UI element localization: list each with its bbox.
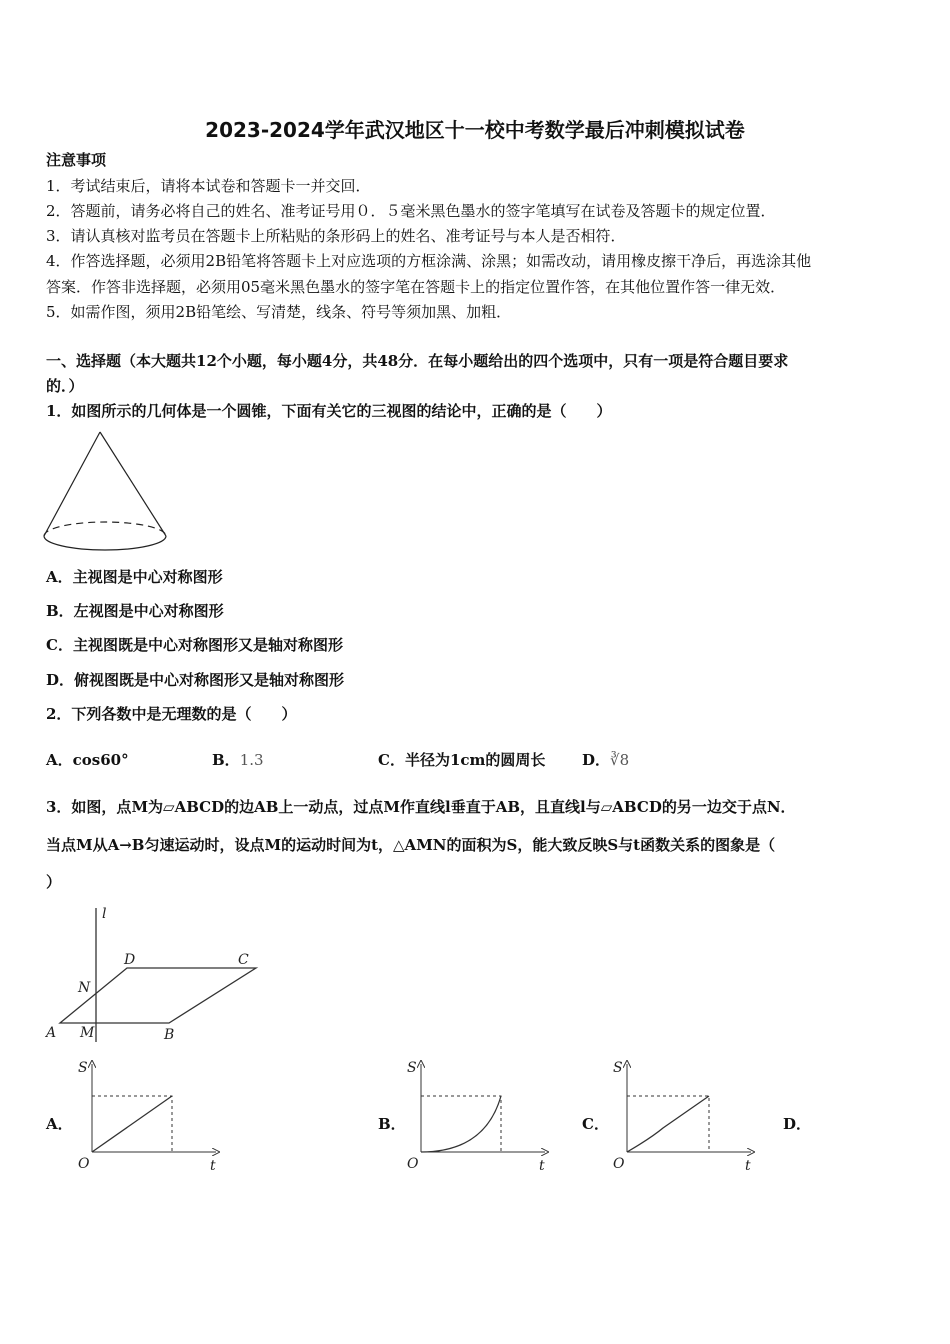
axis-t: t xyxy=(745,1158,751,1174)
origin: O xyxy=(407,1156,419,1172)
label-d: D xyxy=(124,952,136,968)
notice-item: 答案．作答非选择题，必须用05毫米黑色墨水的签字笔在答题卡上的指定位置作答，在其他位置作答一律无效． xyxy=(46,278,786,296)
option-label: A． xyxy=(46,751,73,769)
notice-item: 3．请认真核对监考员在答题卡上所粘贴的条形码上的姓名、准考证号与本人是否相符． xyxy=(46,227,626,245)
axis-t: t xyxy=(539,1158,545,1174)
label-n: N xyxy=(78,980,91,996)
label-c: C xyxy=(238,952,249,968)
section-heading-cont: 的．） xyxy=(46,377,84,395)
label-a: A xyxy=(46,1025,57,1041)
label-b: B xyxy=(164,1027,175,1043)
q2-option-a xyxy=(46,750,129,770)
q3-option-c: C． xyxy=(582,1115,609,1133)
option-value: ∛8 xyxy=(610,751,630,769)
graph-a xyxy=(76,1058,226,1176)
origin: O xyxy=(613,1156,625,1172)
cone-figure xyxy=(40,428,170,556)
q3-stem-cont: 当点M从A→B匀速运动时，设点M的运动时间为t，△AMN的面积为S，能大致反映S与t函数关系的图象是（ xyxy=(46,836,776,854)
q3-stem: 3．如图，点M为▱ABCD的边AB上一动点，过点M作直线l垂直于AB，且直线l与▱ABCD的另一边交于点N． xyxy=(46,798,796,816)
label-l: l xyxy=(102,906,107,922)
notice-item: 5．如需作图，须用2B铅笔绘、写清楚，线条、符号等须加黑、加粗． xyxy=(46,303,512,321)
origin: O xyxy=(78,1156,90,1172)
parallelogram-figure xyxy=(44,902,264,1047)
q2-stem: 2．下列各数中是无理数的是（ ） xyxy=(46,705,297,723)
axis-t: t xyxy=(210,1158,216,1174)
notice-item: 1．考试结束后，请将本试卷和答题卡一并交回． xyxy=(46,177,371,195)
axis-s: S xyxy=(613,1060,623,1076)
option-label: B． xyxy=(212,751,240,769)
axis-s: S xyxy=(78,1060,88,1076)
notice-item: 2．答题前，请务必将自己的姓名、准考证号用０．５毫米黑色墨水的签字笔填写在试卷及答题卡的规定位置． xyxy=(46,202,776,220)
q1-option-d: D．俯视图既是中心对称图形又是轴对称图形 xyxy=(46,671,345,689)
q3-option-b: B． xyxy=(378,1115,406,1133)
graph-b xyxy=(405,1058,555,1176)
label-m: M xyxy=(80,1025,95,1041)
option-label: C． xyxy=(378,751,405,769)
option-value: cos60° xyxy=(72,751,129,769)
q3-stem-end: ） xyxy=(46,873,62,891)
page-title: 2023-2024学年武汉地区十一校中考数学最后冲刺模拟试卷 xyxy=(205,118,745,142)
q2-option-b xyxy=(212,750,264,770)
option-value: 1.3 xyxy=(239,751,264,769)
q1-stem: 1．如图所示的几何体是一个圆锥，下面有关它的三视图的结论中，正确的是（ ） xyxy=(46,402,612,420)
option-label: D． xyxy=(582,751,611,769)
q3-option-a: A． xyxy=(46,1115,73,1133)
q1-option-c: C．主视图既是中心对称图形又是轴对称图形 xyxy=(46,636,343,654)
graph-c xyxy=(611,1058,761,1176)
q1-option-b: B．左视图是中心对称图形 xyxy=(46,602,224,620)
notice-item: 4．作答选择题，必须用2B铅笔将答题卡上对应选项的方框涂满、涂黑；如需改动，请用橡皮擦干净后，再选涂其他 xyxy=(46,252,812,270)
q2-option-c xyxy=(378,750,545,770)
q3-option-d: D． xyxy=(783,1115,812,1133)
section-heading: 一、选择题（本大题共12个小题，每小题4分，共48分．在每小题给出的四个选项中，只有一项是符合题目要求 xyxy=(46,352,789,370)
q1-option-a: A．主视图是中心对称图形 xyxy=(46,568,223,586)
option-value: 半径为1cm的圆周长 xyxy=(404,751,546,769)
axis-s: S xyxy=(407,1060,417,1076)
q2-option-d xyxy=(582,750,629,770)
notice-heading: 注意事项 xyxy=(46,151,107,169)
